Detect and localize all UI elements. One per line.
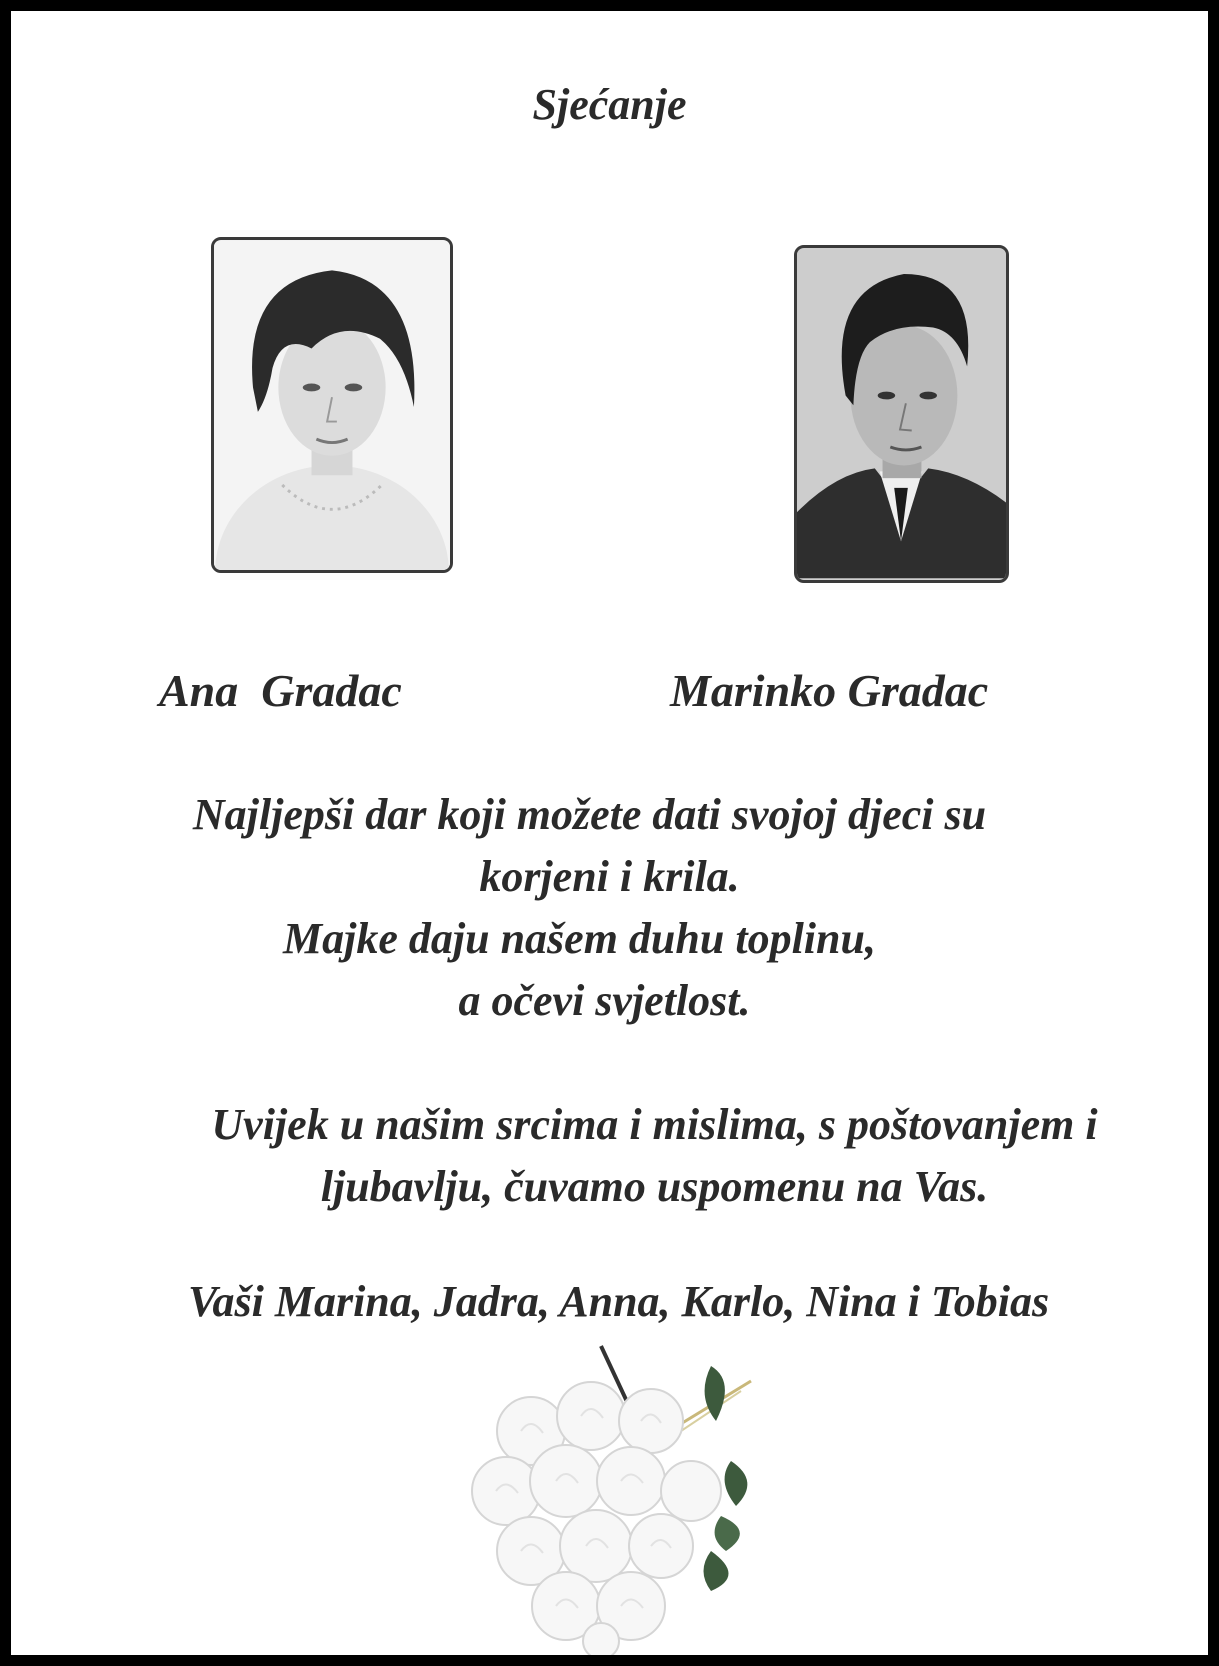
roses-bouquet-icon: [461, 1341, 791, 1655]
quote-line: Najljepši dar koji možete dati svojoj djeci su: [192, 790, 987, 839]
portrait-woman-image: [214, 240, 450, 570]
name-marinko: Marinko Gradac: [670, 665, 989, 716]
quote-line: a očevi svjetlost.: [458, 976, 751, 1025]
card-title: Sjećanje: [532, 80, 687, 129]
quote-line: Majke daju našem duhu toplinu,: [283, 914, 876, 963]
memory-line: ljubavlju, čuvamo uspomenu na Vas.: [320, 1162, 989, 1211]
memorial-card: [11, 11, 1208, 1655]
name-ana: Ana Gradac: [159, 665, 402, 716]
quote-line: korjeni i krila.: [479, 852, 740, 901]
photo-marinko-gradac: [794, 245, 1009, 583]
quote-block: [11, 784, 1208, 1032]
memory-line: Uvijek u našim srcima i mislima, s poštovanjem i: [211, 1100, 1098, 1149]
photo-ana-gradac: [211, 237, 453, 573]
portrait-man-image: [797, 248, 1006, 580]
signature: Vaši Marina, Jadra, Anna, Karlo, Nina i Tobias: [188, 1277, 1050, 1326]
memory-block: [11, 1094, 1208, 1218]
